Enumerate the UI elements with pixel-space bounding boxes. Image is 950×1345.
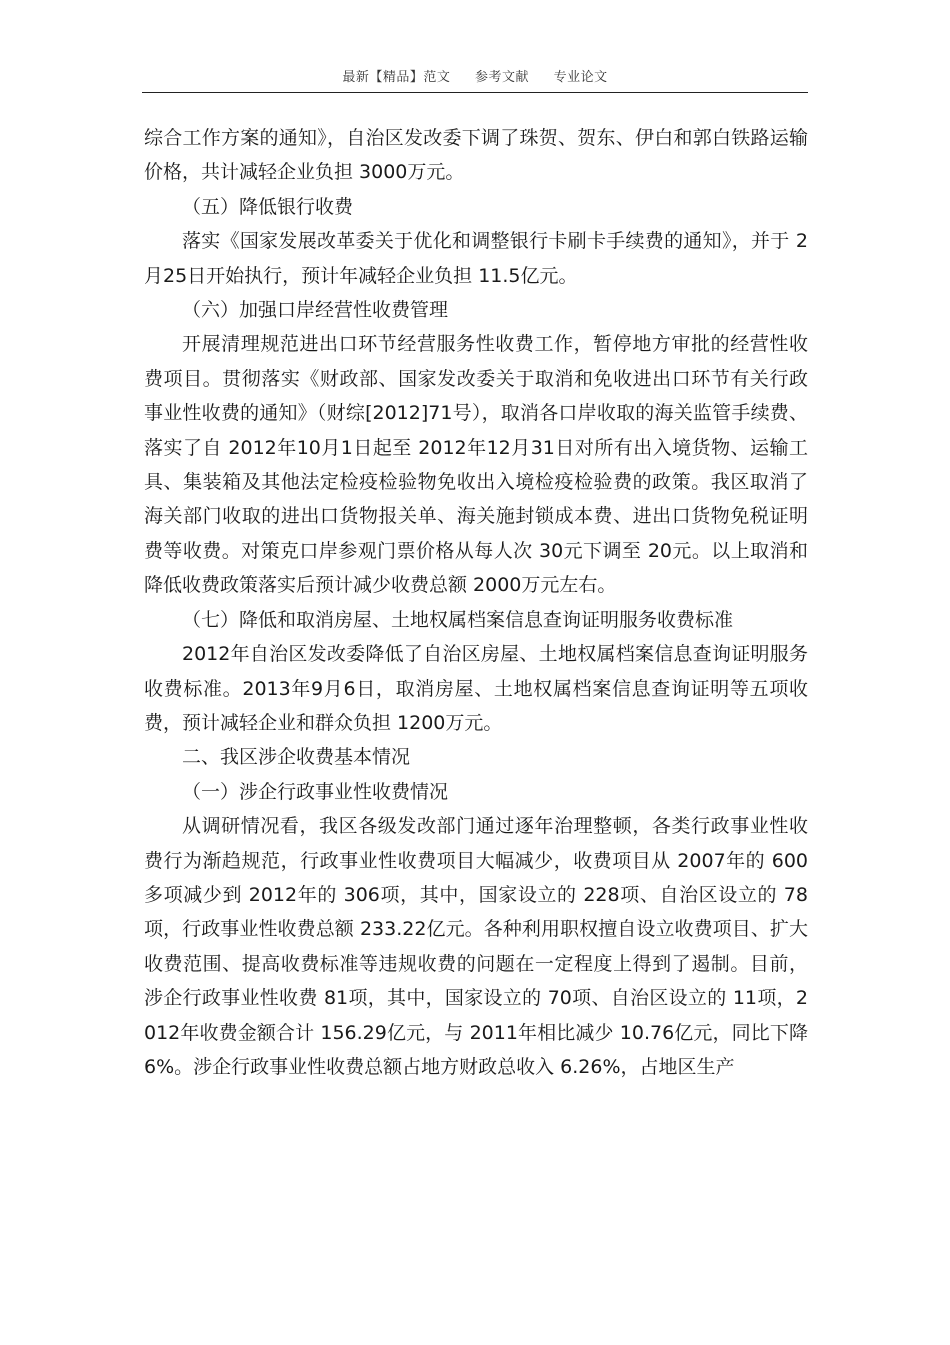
header-item-2: 参考文献 xyxy=(474,70,529,85)
header-rule xyxy=(142,92,808,93)
section-heading: （一）涉企行政事业性收费情况 xyxy=(182,780,449,803)
section-heading: （七）降低和取消房屋、土地权属档案信息查询证明服务收费标准 xyxy=(182,608,734,631)
chapter-heading: 二、我区涉企收费基本情况 xyxy=(182,746,411,769)
paragraph: 2012年自治区发改委降低了自治区房屋、土地权属档案信息查询证明服务收费标准。2013年9月6日，取消房屋、土地权属档案信息查询证明等五项收费，预计减轻企业和群众负担 1200万元。 xyxy=(144,643,808,734)
document-body xyxy=(144,121,808,1084)
header-item-1: 最新【精品】范文 xyxy=(342,70,451,85)
paragraph: 落实《国家发展改革委关于优化和调整银行卡刷卡手续费的通知》，并于 2月25日开始执行，预计年减轻企业负担 11.5亿元。 xyxy=(144,230,808,287)
paragraph: 综合工作方案的通知》，自治区发改委下调了珠贺、贺东、伊白和郭白铁路运输价格，共计减轻企业负担 3000万元。 xyxy=(144,127,808,184)
section-heading: （六）加强口岸经营性收费管理 xyxy=(182,299,449,322)
paragraph: 从调研情况看，我区各级发改部门通过逐年治理整顿，各类行政事业性收费行为渐趋规范，行政事业性收费项目大幅减少，收费项目从 2007年的 600多项减少到 2012年的 306项，其中，国家设立的 228项、自治区设立的 78项，行政事业性收费总额 233.22亿元。各种利用职权擅自设立收费项目、扩大收费范围、提高收费标准等违规收费的问题在一定程度上得到了遏制。目前，涉企行政事业性收费 81项，其中，国家设立的 70项、自治区设立的 11项，2012年收费金额合计 156.29亿元，与 2011年相比减少 10.76亿元，同比下降 6%。涉企行政事业性收费总额占地方财政总收入 6.26%，占地区生产 xyxy=(144,815,808,1078)
section-heading: （五）降低银行收费 xyxy=(182,195,354,218)
header-item-3: 专业论文 xyxy=(553,70,608,85)
paragraph: 开展清理规范进出口环节经营服务性收费工作，暂停地方审批的经营性收费项目。贯彻落实《财政部、国家发改委关于取消和免收进出口环节有关行政事业性收费的通知》（财综[2012]71号），取消各口岸收取的海关监管手续费、落实了自 2012年10月1日起至 2012年12月31日对所有出入境货物、运输工具、集装箱及其他法定检疫检验物免收出入境检疫检验费的政策。我区取消了海关部门收取的进出口货物报关单、海关施封锁成本费、进出口货物免税证明费等收费。对策克口岸参观门票价格从每人次 30元下调至 20元。以上取消和降低收费政策落实后预计减少收费总额 2000万元左右。 xyxy=(144,333,808,597)
page-header xyxy=(0,66,950,85)
